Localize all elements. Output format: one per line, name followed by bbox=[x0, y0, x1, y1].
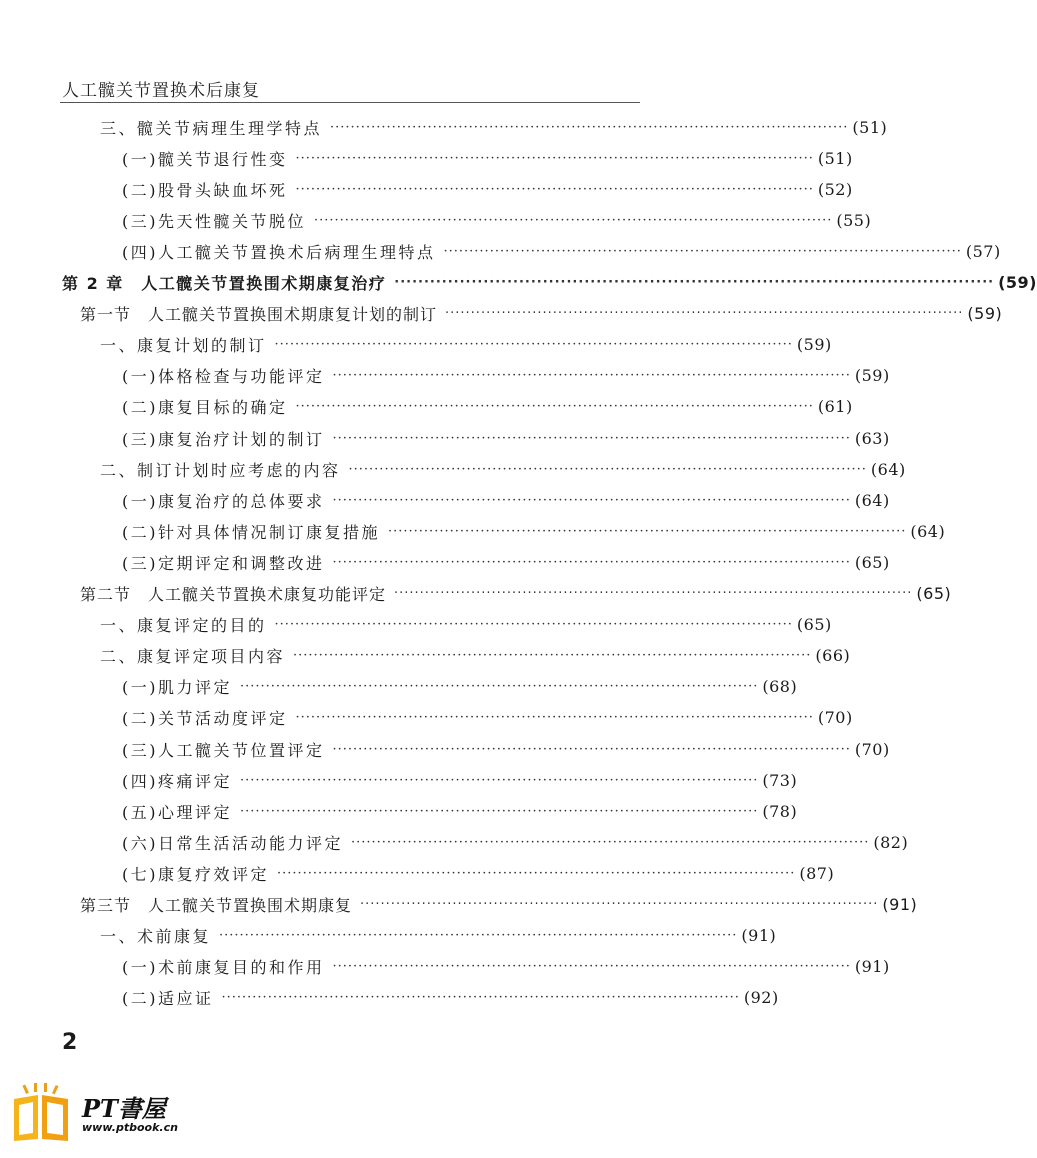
toc-entry-title: (二)康复目标的确定 bbox=[122, 398, 288, 418]
toc-entry-page: (64) bbox=[854, 490, 890, 510]
dot-leader: ····································································································· bbox=[388, 523, 907, 539]
toc-entry-page: (57) bbox=[965, 241, 1001, 261]
dot-leader: ····································································································· bbox=[274, 617, 793, 633]
toc-entry bbox=[122, 174, 853, 204]
toc-entry bbox=[100, 610, 832, 640]
toc-entry bbox=[122, 827, 909, 857]
toc-entry-title: (三)康复治疗计划的制订 bbox=[122, 429, 325, 449]
toc-entry-title: 一、康复评定的目的 bbox=[100, 616, 267, 636]
toc-entry-title: 第一节 人工髋关节置换围术期康复计划的制订 bbox=[80, 305, 438, 325]
toc-entry-page: (59) bbox=[854, 366, 890, 386]
dot-leader: ····································································································· bbox=[394, 586, 913, 601]
dot-leader: ····································································································· bbox=[274, 337, 793, 353]
toc-entry-page: (59) bbox=[998, 273, 1037, 292]
toc-entry bbox=[122, 392, 853, 422]
toc-entry-page: (91) bbox=[882, 895, 918, 914]
toc-entry-page: (64) bbox=[910, 521, 946, 541]
toc-entry-title: (二)适应证 bbox=[122, 989, 214, 1009]
dot-leader: ····································································································· bbox=[348, 461, 867, 477]
toc-entry-title: (四)人工髋关节置换术后病理生理特点 bbox=[122, 242, 436, 262]
toc-entry-page: (70) bbox=[817, 708, 853, 728]
toc-entry-title: (五)心理评定 bbox=[122, 802, 232, 822]
toc-entry-page: (64) bbox=[870, 459, 906, 479]
toc-entry-title: (三)先天性髋关节脱位 bbox=[122, 211, 306, 231]
toc-entry bbox=[122, 236, 1001, 266]
toc-entry bbox=[80, 579, 952, 609]
dot-leader: ····································································································· bbox=[330, 119, 849, 135]
toc-entry-title: (二)针对具体情况制订康复措施 bbox=[122, 522, 380, 542]
toc-entry-page: (51) bbox=[817, 148, 853, 168]
toc-entry-title: (一)髋关节退行性变 bbox=[122, 149, 288, 169]
toc-entry bbox=[122, 143, 853, 173]
toc-entry-page: (66) bbox=[815, 646, 851, 666]
toc-entry-title: (三)定期评定和调整改进 bbox=[122, 553, 325, 573]
toc-entry-title: 二、制订计划时应考虑的内容 bbox=[100, 460, 341, 480]
site-logo bbox=[8, 1083, 188, 1143]
toc-entry-page: (78) bbox=[762, 801, 798, 821]
toc-entry-title: 一、康复计划的制订 bbox=[100, 336, 267, 356]
toc-entry bbox=[62, 268, 1037, 298]
toc-entry-page: (65) bbox=[854, 552, 890, 572]
toc-entry-page: (73) bbox=[762, 770, 798, 790]
dot-leader: ····································································································· bbox=[295, 181, 814, 197]
dot-leader: ····································································································· bbox=[445, 306, 964, 322]
toc-entry-title: 第三节 人工髋关节置换围术期康复 bbox=[80, 896, 353, 915]
dot-leader: ····································································································· bbox=[314, 212, 833, 228]
toc-entry-title: 一、术前康复 bbox=[100, 927, 212, 947]
toc-entry bbox=[122, 703, 853, 733]
dot-leader: ····································································································· bbox=[295, 399, 814, 415]
book-logo-icon bbox=[8, 1083, 78, 1143]
toc-entry bbox=[122, 672, 798, 702]
dot-leader: ····································································································· bbox=[394, 275, 995, 290]
dot-leader: ····································································································· bbox=[295, 150, 814, 166]
toc-entry bbox=[122, 547, 890, 577]
dot-leader: ····································································································· bbox=[219, 928, 738, 944]
dot-leader: ····································································································· bbox=[332, 554, 851, 570]
toc-entry-title: (三)人工髋关节位置评定 bbox=[122, 740, 325, 760]
toc-entry-page: (91) bbox=[854, 957, 890, 977]
toc-entry-page: (55) bbox=[836, 210, 872, 230]
dot-leader: ····································································································· bbox=[332, 368, 851, 384]
toc-entry-page: (65) bbox=[916, 584, 952, 603]
toc-entry-page: (59) bbox=[967, 304, 1003, 324]
toc-entry bbox=[122, 952, 890, 982]
toc-entry-page: (59) bbox=[796, 335, 832, 355]
dot-leader: ····································································································· bbox=[221, 990, 740, 1006]
toc-entry bbox=[122, 205, 872, 235]
dot-leader: ····································································································· bbox=[332, 430, 851, 446]
running-header: 人工髋关节置换术后康复 bbox=[62, 81, 260, 101]
toc-entry-page: (68) bbox=[762, 677, 798, 697]
toc-entry-page: (51) bbox=[852, 117, 888, 137]
toc-entry bbox=[122, 858, 835, 888]
toc-entry-title: (一)康复治疗的总体要求 bbox=[122, 491, 325, 511]
toc-entry bbox=[80, 890, 918, 920]
toc-entry-page: (63) bbox=[854, 428, 890, 448]
toc-entry-page: (92) bbox=[743, 988, 779, 1008]
toc-entry-title: 第 2 章 人工髋关节置换围术期康复治疗 bbox=[62, 274, 387, 293]
dot-leader: ····································································································· bbox=[332, 492, 851, 508]
dot-leader: ····································································································· bbox=[293, 648, 812, 664]
toc-entry-title: 三、髋关节病理生理学特点 bbox=[100, 118, 323, 138]
toc-entry-title: (一)术前康复目的和作用 bbox=[122, 958, 325, 978]
toc-entry bbox=[100, 330, 832, 360]
logo-name: PT書屋 bbox=[82, 1094, 166, 1123]
toc-entry bbox=[100, 112, 888, 142]
dot-leader: ····································································································· bbox=[443, 243, 962, 259]
toc-entry bbox=[122, 485, 890, 515]
toc-entry-title: (一)肌力评定 bbox=[122, 678, 232, 698]
toc-entry-page: (91) bbox=[741, 926, 777, 946]
toc-entry bbox=[122, 516, 946, 546]
dot-leader: ····································································································· bbox=[240, 679, 759, 695]
toc-entry bbox=[122, 423, 890, 453]
toc-entry-page: (87) bbox=[799, 863, 835, 883]
logo-url: www.ptbook.cn bbox=[82, 1121, 178, 1134]
toc-entry-page: (65) bbox=[796, 615, 832, 635]
dot-leader: ····································································································· bbox=[240, 803, 759, 819]
toc-entry-page: (52) bbox=[817, 179, 853, 199]
dot-leader: ····································································································· bbox=[332, 741, 851, 757]
header-rule bbox=[60, 102, 640, 103]
toc-entry-page: (61) bbox=[817, 397, 853, 417]
toc-entry-title: (二)关节活动度评定 bbox=[122, 709, 288, 729]
dot-leader: ····································································································· bbox=[277, 865, 796, 881]
toc-entry-page: (82) bbox=[873, 832, 909, 852]
page-number: 2 bbox=[62, 1030, 78, 1055]
toc-entry-title: (六)日常生活活动能力评定 bbox=[122, 833, 343, 853]
dot-leader: ····································································································· bbox=[360, 897, 879, 912]
toc-entry bbox=[80, 299, 1003, 329]
dot-leader: ····································································································· bbox=[332, 959, 851, 975]
toc-entry bbox=[100, 641, 851, 671]
toc-entry bbox=[122, 734, 890, 764]
toc-entry-page: (70) bbox=[854, 739, 890, 759]
toc-entry bbox=[100, 921, 777, 951]
toc-entry-title: (二)股骨头缺血坏死 bbox=[122, 180, 288, 200]
toc-entry bbox=[122, 765, 798, 795]
toc-entry-title: (四)疼痛评定 bbox=[122, 771, 232, 791]
toc-entry bbox=[100, 454, 906, 484]
dot-leader: ····································································································· bbox=[295, 710, 814, 726]
toc-entry bbox=[122, 361, 890, 391]
toc-entry-title: 二、康复评定项目内容 bbox=[100, 647, 286, 667]
toc-entry-title: (一)体格检查与功能评定 bbox=[122, 367, 325, 387]
toc-entry-title: 第二节 人工髋关节置换术康复功能评定 bbox=[80, 585, 387, 604]
dot-leader: ····································································································· bbox=[351, 834, 870, 850]
toc-entry bbox=[122, 983, 779, 1013]
dot-leader: ····································································································· bbox=[240, 772, 759, 788]
toc-entry bbox=[122, 796, 798, 826]
toc-entry-title: (七)康复疗效评定 bbox=[122, 864, 269, 884]
